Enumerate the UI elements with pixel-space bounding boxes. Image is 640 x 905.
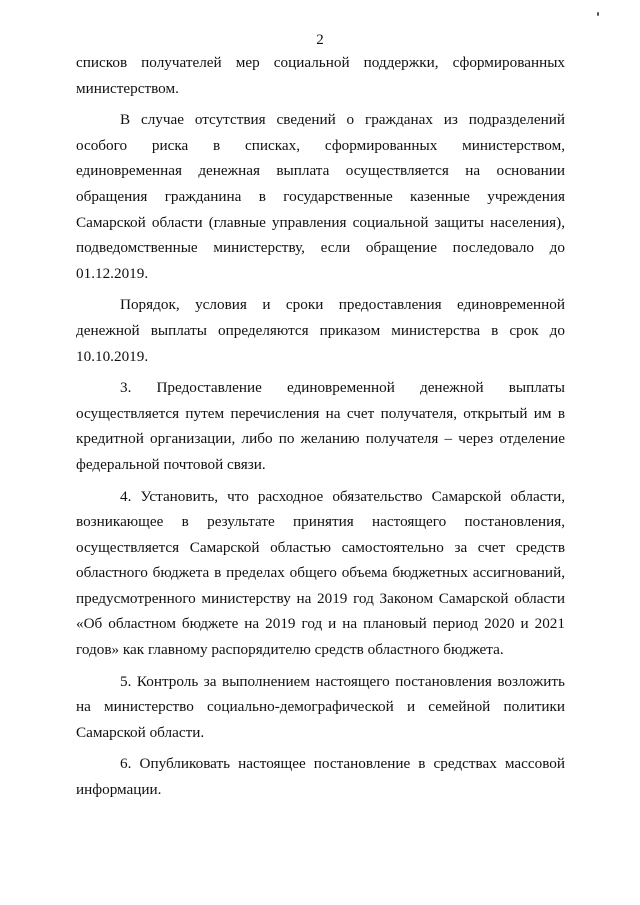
paragraph-item-4: 4. Установить, что расходное обязательство Самарской области, возникающее в результате принятия настоящего постановления, осуществляется Самарской областью самостоятельно за счет средств областного бюджета в пределах общего объема бюджетных ассигнований, предусмотренного министерству на 2019 год Законом Самарской области «Об областном бюджете на 2019 год и на плановый период 2020 и 2021 годов» как главному распорядителю средств областного бюджета.: [76, 487, 565, 659]
paragraph-continuation: списков получателей мер социальной поддержки, сформированных министерством.: [76, 54, 565, 97]
paragraph-procedure: Порядок, условия и сроки предоставления единовременной денежной выплаты определяются приказом министерства в срок до 10.10.2019.: [76, 296, 565, 365]
paragraph-absence-of-data: В случае отсутствия сведений о гражданах из подразделений особого риска в списках, сформированных министерством, единовременная денежная выплата осуществляется на основании обращения гражданина в государственные казенные учреждения Самарской области (главные управления социальной защиты населения), подведомственные министерству, если обращение последовало до 01.12.2019.: [76, 111, 565, 282]
paragraph-item-5: 5. Контроль за выполнением настоящего постановления возложить на министерство социально-демографической и семейной политики Самарской области.: [76, 672, 565, 741]
paragraph-item-6: 6. Опубликовать настоящее постановление в средствах массовой информации.: [76, 755, 565, 799]
document-body: [76, 50, 565, 803]
paragraph-item-3: 3. Предоставление единовременной денежной выплаты осуществляется путем перечисления на счет получателя, открытый им в кредитной организации, либо по желанию получателя – через отделение федеральной почтовой связи.: [76, 379, 565, 473]
scan-speck: [597, 12, 599, 16]
page-number: 2: [316, 32, 324, 48]
